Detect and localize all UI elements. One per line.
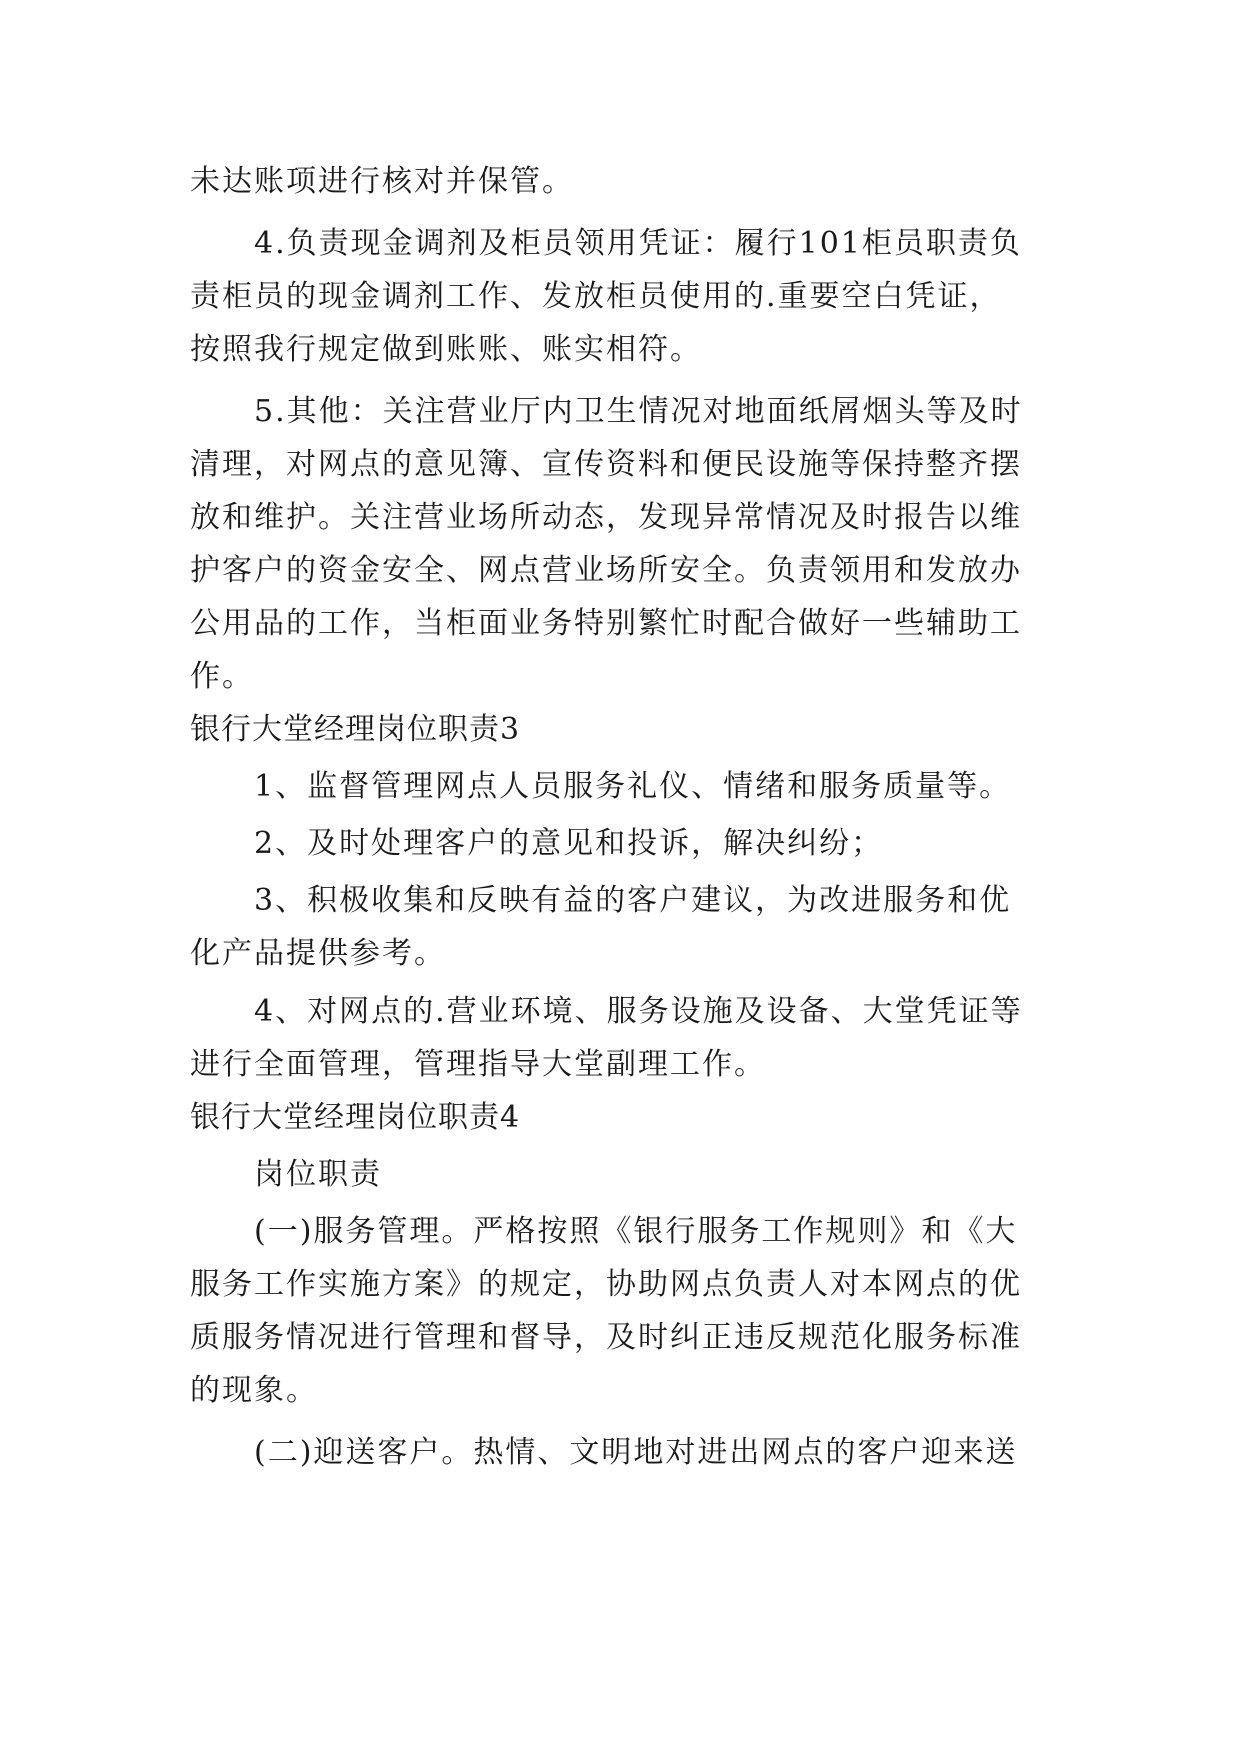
- text-line: 作。: [190, 659, 254, 694]
- section-heading: 银行大堂经理岗位职责4: [190, 1100, 521, 1135]
- section-heading: 银行大堂经理岗位职责3: [190, 712, 521, 747]
- text-line: (二)迎送客户。热情、文明地对进出网点的客户迎来送: [254, 1435, 1018, 1470]
- text-line: 按照我行规定做到账账、账实相符。: [190, 332, 702, 367]
- subheading: 岗位职责: [254, 1157, 382, 1192]
- text-line: 责柜员的现金调剂工作、发放柜员使用的.重要空白凭证，: [190, 279, 1002, 314]
- text-line: 进行全面管理，管理指导大堂副理工作。: [190, 1047, 766, 1082]
- text-line: 服务工作实施方案》的规定，协助网点负责人对本网点的优: [190, 1267, 1022, 1302]
- text-line: 公用品的工作，当柜面业务特别繁忙时配合做好一些辅助工: [190, 606, 1022, 641]
- text-line: 1、监督管理网点人员服务礼仪、情绪和服务质量等。: [254, 769, 1012, 804]
- text-line: 未达账项进行核对并保管。: [190, 164, 574, 199]
- text-line: 5.其他：关注营业厅内卫生情况对地面纸屑烟头等及时: [254, 394, 1023, 429]
- text-line: 4、对网点的.营业环境、服务设施及设备、大堂凭证等: [254, 994, 1023, 1029]
- text-line: 放和维护。关注营业场所动态，发现异常情况及时报告以维: [190, 500, 1022, 535]
- text-line: (一)服务管理。严格按照《银行服务工作规则》和《大: [254, 1214, 1018, 1249]
- text-line: 化产品提供参考。: [190, 936, 446, 971]
- text-line: 护客户的资金安全、网点营业场所安全。负责领用和发放办: [190, 553, 1022, 588]
- text-line: 2、及时处理客户的意见和投诉，解决纠纷；: [254, 826, 884, 861]
- text-line: 质服务情况进行管理和督导，及时纠正违反规范化服务标准: [190, 1320, 1022, 1355]
- text-line: 4.负责现金调剂及柜员领用凭证：履行101柜员职责负: [254, 226, 1022, 261]
- text-line: 的现象。: [190, 1373, 318, 1408]
- text-line: 清理，对网点的意见簿、宣传资料和便民设施等保持整齐摆: [190, 447, 1022, 482]
- text-line: 3、积极收集和反映有益的客户建议，为改进服务和优: [254, 883, 1012, 918]
